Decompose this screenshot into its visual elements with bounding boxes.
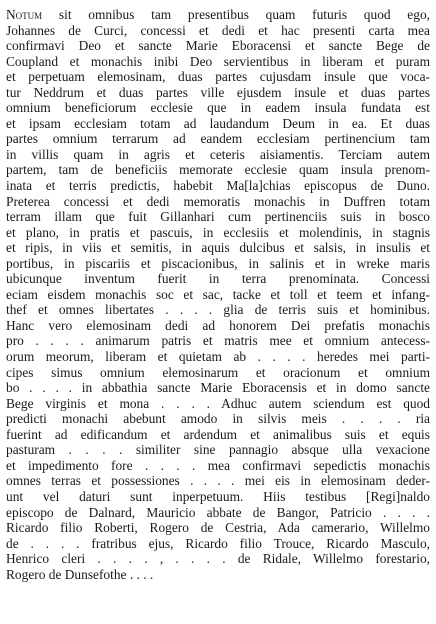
text-line-10: in villis quam in agris et ceteris aisiamentis. Terciam autem [6,146,430,162]
text-line-6: tur Neddrum et duas partes ville ejusdem insule et duas partes [6,84,430,100]
text-line-22: pro . . . . animarum patris et matris mee et omnium antecess- [6,333,430,349]
charter-text [6,7,430,582]
text-line-17: portibus, in piscariis et piscacionibus, in salinis et in wreke maris [6,255,430,271]
opening-word: Notum [6,7,43,22]
text-line-12: inata et terris predictis, habebit Ma[la]chias episcopus de Duno. [6,178,430,194]
text-line-2: Johannes de Curci, concessi et dedi et hac presenti carta mea [6,22,430,38]
text-line-33: episcopo de Dalnard, Mauricio abbate de Bangor, Patricio . . . . [6,504,430,520]
text-line-27: predicti monachi abebunt amodo in silvis meis . . . . ria [6,411,430,427]
text-line-16: et ripis, in viis et semitis, in aquis dulcibus et salsis, in insulis et [6,240,430,256]
text-line-30: et impedimento fore . . . . mea confirmavi sepedictis monachis [6,457,430,473]
text-line-24: cipes simus omnium elemosinarum et oracionum et omnium [6,364,430,380]
text-line-37: Rogero de Dunsefothe . . . . [6,566,154,582]
text-line-28: fuerint ad edificandum et ardendum et animalibus suis et equis [6,426,430,442]
text-line-4: Coupland et monachis inibi Deo servientibus in liberam et puram [6,53,430,69]
text-line-3: confirmavi Deo et sancte Marie Eboracensi et sancte Bege de [6,38,430,54]
text-line-8: et ipsam ecclesiam totam ad laudandum Deum in ea. Et duas [6,115,430,131]
text-line-14: terram illam que fuit Gillanhari cum pertinenciis suis in bosco [6,209,430,225]
text-line-34: Ricardo filio Roberti, Rogero de Cestria, Ada camerario, Willelmo [6,520,430,536]
text-line-20: thef et omnes libertates . . . . glia de terris suis et hominibus. [6,302,430,318]
text-line-7: omnium beneficiorum ecclesie que in eadem insula fundata est [6,100,430,116]
text-line-23: orum meorum, liberam et quietam ab . . . . heredes mei parti- [6,349,430,365]
text-line-19: eciam eisdem monachis soc et sac, tacke et toll et teem et infang- [6,286,430,302]
text-line-11: partem, tam de beneficiis memorate ecclesie quam insula prenom- [6,162,430,178]
text-line-36: Henrico cleri . . . . , . . . . de Ridale, Willelmo forestario, [6,551,430,567]
text-line-9: partes omnium terrarum ad eandem ecclesiam pertinencium tam [6,131,430,147]
text-line-18: ubicunque inventum fuerit in terra prenominata. Concessi [6,271,430,287]
text-line-5: et perpetuam elemosinam, duas partes cujusdam insule que voca- [6,69,430,85]
text-line-13: Preterea concessi et dedi memoratis monachis in Duffren totam [6,193,430,209]
text-line-25: bo . . . . in abbathia sancte Marie Eboracensis et in domo sancte [6,380,430,396]
text-line-1 [6,7,430,23]
text-line-35: de . . . . fratribus ejus, Ricardo filio Trouce, Ricardo Masculo, [6,535,430,551]
text-line-15: et plano, in pratis et pascuis, in ecclesiis et molendinis, in stagnis [6,224,430,240]
text-line-32: unt vel daturi sunt inperpetuum. Hiis testibus [Regi]naldo [6,488,430,504]
text-line-29: pasturam . . . . similiter sine pannagio absque ulla vexacione [6,442,430,458]
text-line-1-rest: sit omnibus tam presentibus quam futuris quod ego, [42,7,430,22]
text-line-26: Bege virginis et mona . . . . Adhuc autem sciendum est quod [6,395,430,411]
text-line-21: Hanc vero elemosinam dedi ad honorem Dei prefatis monachis [6,317,430,333]
text-line-31: omnes terras et possessiones . . . . mei eis in elemosinam deder- [6,473,430,489]
